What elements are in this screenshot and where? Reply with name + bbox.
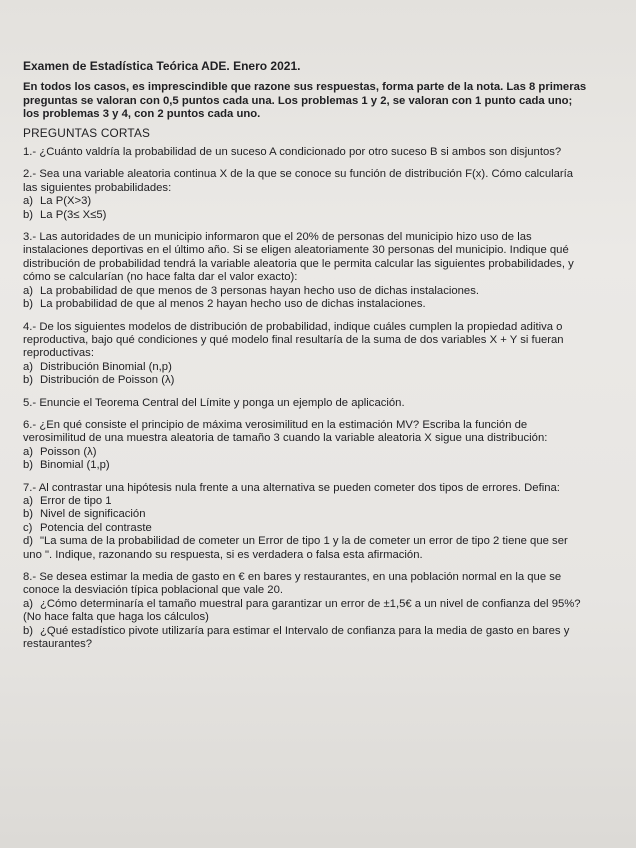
option-text: Potencia del contraste [40,521,152,534]
question-text: 2.- Sea una variable aleatoria continua X de la que se conoce su función de distribución F(x). Cómo calcularía las siguientes probabilidades: [23,168,574,194]
option-label: a) [23,284,34,297]
question-option [23,361,588,374]
option-label: b) [23,208,34,221]
question-6 [23,419,588,473]
option-label: b) [23,374,34,387]
question-option [23,285,588,298]
question-option [23,495,588,508]
option-label: a) [23,360,34,373]
question-text: 7.- Al contrastar una hipótesis nula frente a una alternativa se pueden cometer dos tipos de errores. Defina: [23,481,560,494]
option-label: a) [23,445,34,458]
question-text: 8.- Se desea estimar la media de gasto en € en bares y restaurantes, en una población normal en la que se conoce la desviación típica poblacional que vale 20. [23,571,562,597]
option-text: La probabilidad de que al menos 2 hayan hecho uso de dichas instalaciones. [40,298,426,311]
option-text: Distribución Binomial (n,p) [40,360,172,373]
option-label: b) [23,298,34,311]
question-1 [23,146,588,159]
option-text: La probabilidad de que menos de 3 personas hayan hecho uso de dichas instalaciones. [40,284,480,297]
option-label: d) [23,535,34,548]
option-text: Error de tipo 1 [40,494,112,507]
question-2 [23,168,588,222]
option-label: a) [23,494,34,507]
exam-instructions: En todos los casos, es imprescindible que razone sus respuestas, forma parte de la nota. Las 8 primeras preguntas se valoran con 0,5 puntos cada una. Los problemas 1 y 2, se valoran con 1 punto cada uno; los problemas 3 y 4, con 2 puntos cada uno. [23,81,587,121]
question-option [23,535,588,562]
option-text: La P(3≤ X≤5) [40,208,107,221]
option-label: c) [23,521,33,534]
question-7 [23,482,588,562]
question-text: 3.- Las autoridades de un municipio informaron que el 20% de personas del municipio hizo uso de las instalaciones deportivas en el último año. Si se eligen aleatoriamente 30 personas del municipio. Indique qué distribución de probabilidad tendrá la variable aleatoria que le permita calcular las siguientes probabilidades, y cómo se calcularían (no hace falta dar el valor exacto): [23,231,574,284]
question-5 [23,397,588,410]
question-8 [23,571,588,651]
option-text: ¿Cómo determinaría el tamaño muestral para garantizar un error de ±1,5€ a un nivel de confianza del 95%? (No hace falta que haga los cálculos) [23,597,581,624]
option-text: Nivel de significación [40,508,146,521]
option-label: a) [23,597,34,610]
option-text: ¿Qué estadístico pivote utilizaría para estimar el Intervalo de confianza para la media de gasto en bares y restaurantes? [23,624,570,651]
question-option [23,209,588,222]
option-label: b) [23,624,34,637]
option-text: La P(X>3) [40,195,92,208]
question-list [23,146,588,651]
section-heading: PREGUNTAS CORTAS [23,125,151,140]
question-option [23,625,588,652]
option-label: b) [23,508,34,521]
question-option [23,374,588,387]
question-option [23,195,588,208]
question-option [23,459,588,472]
exam-content [23,60,588,660]
question-option [23,522,588,535]
question-option [23,598,588,625]
question-text: 5.- Enuncie el Teorema Central del Límite y ponga un ejemplo de aplicación. [23,396,405,409]
question-option [23,298,588,311]
option-label: a) [23,195,34,208]
exam-title: Examen de Estadística Teórica ADE. Enero 2021. [23,59,301,73]
option-text: Distribución de Poisson (λ) [40,374,175,387]
question-text: 4.- De los siguientes modelos de distribución de probabilidad, indique cuáles cumplen la propiedad aditiva o reproductiva, bajo qué condiciones y qué modelo final resultaría de la suma de dos variables X + Y si fueran reproductivas: [23,320,564,360]
option-text: "La suma de la probabilidad de cometer un Error de tipo 1 y la de cometer un error de tipo 2 tiene que ser uno ". Indique, razonando su respuesta, si es verdadera o falsa esta afirmación. [23,535,568,561]
question-text: 6.- ¿En qué consiste el principio de máxima verosimilitud en la estimación MV? Escriba la función de verosimilitud de una muestra aleatoria de tamaño 3 cuando la variable aleatoria X sigue una distribución: [23,418,548,445]
question-option [23,508,588,521]
option-text: Binomial (1,p) [40,459,110,472]
question-4 [23,321,588,388]
question-text: 1.- ¿Cuánto valdría la probabilidad de un suceso A condicionado por otro suceso B si ambos son disjuntos? [23,146,562,159]
question-option [23,446,588,459]
option-label: b) [23,459,34,472]
question-3 [23,231,588,311]
option-text: Poisson (λ) [40,445,97,458]
